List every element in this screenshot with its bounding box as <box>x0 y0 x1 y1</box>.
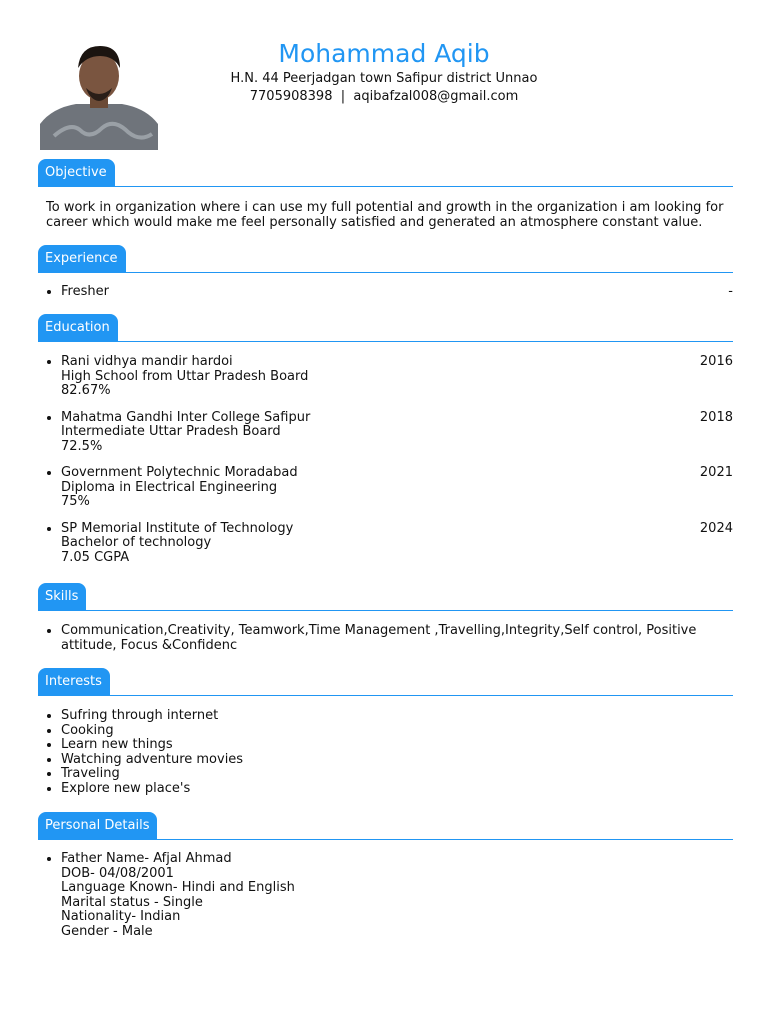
course: Diploma in Electrical Engineering <box>61 479 278 495</box>
personal-line: Nationality- Indian <box>61 909 181 924</box>
experience-label: Fresher <box>61 284 109 299</box>
education-item <box>61 522 733 566</box>
score: 7.05 CGPA <box>61 549 130 565</box>
personal-line: • Father Name- Afjal Ahmad <box>61 851 232 866</box>
personal-line: Marital status - Single <box>61 894 203 910</box>
interest-item: • Traveling <box>61 767 733 782</box>
personal-line: DOB- 04/08/2001 <box>61 865 174 881</box>
education-item <box>61 466 733 510</box>
education-section-header <box>38 313 733 342</box>
candidate-name: Mohammad Aqib <box>278 39 490 68</box>
interest-item: • Explore new place's <box>61 782 733 797</box>
experience-section-header <box>38 244 733 273</box>
institution: • Mahatma Gandhi Inter College Safipur <box>61 409 311 425</box>
experience-title: Experience <box>38 245 126 273</box>
interest-item: • Watching adventure movies <box>61 753 733 768</box>
contact-line <box>180 88 588 106</box>
education-year: 2018 <box>699 409 733 425</box>
objective-section-header <box>38 158 733 187</box>
resume-header <box>180 38 588 106</box>
score: 75% <box>61 494 90 509</box>
address: H.N. 44 Peerjadgan town Safipur district Unnao <box>230 71 538 86</box>
education-year: 2016 <box>699 354 733 369</box>
experience-right: - <box>728 284 733 299</box>
course: Bachelor of technology <box>61 535 212 550</box>
education-year: 2024 <box>699 520 733 536</box>
institution: • Government Polytechnic Moradabad <box>61 465 298 480</box>
personal-details <box>38 852 733 939</box>
interests-title: Interests <box>38 668 110 696</box>
education-title: Education <box>38 314 118 342</box>
interest-item: • Sufring through internet <box>61 709 733 724</box>
skills-section-header <box>38 582 733 611</box>
skills-list <box>38 624 733 653</box>
objective-title: Objective <box>38 159 115 187</box>
institution: • Rani vidhya mandir hardoi <box>61 354 233 369</box>
email: aqibafzal008@gmail.com <box>353 89 519 104</box>
profile-photo <box>40 40 158 150</box>
course: Intermediate Uttar Pradesh Board <box>61 424 281 439</box>
experience-item <box>61 285 733 300</box>
education-year: 2021 <box>699 465 733 480</box>
personal-line: Gender - Male <box>61 923 153 939</box>
phone: 7705908398 <box>249 89 333 104</box>
personal-section-header <box>38 811 733 840</box>
education-item <box>61 411 733 455</box>
skills-title: Skills <box>38 583 86 611</box>
education-item <box>61 355 733 399</box>
interest-item: • Learn new things <box>61 738 733 753</box>
skills-item: • Communication,Creativity, Teamwork,Time Management ,Travelling,Integrity,Self control, Positive attitude, Focus &Confidenc <box>61 624 733 653</box>
course: High School from Uttar Pradesh Board <box>61 368 309 384</box>
score: 82.67% <box>61 383 111 398</box>
education-list <box>38 355 733 577</box>
institution: • SP Memorial Institute of Technology <box>61 520 294 536</box>
personal-line: Language Known- Hindi and English <box>61 880 295 895</box>
interests-list <box>38 709 733 796</box>
objective-text: To work in organization where i can use my full potential and growth in the organization i am looking for career which would make me feel personally satisfied and generated an atmosphere constant value. <box>46 200 724 230</box>
experience-list <box>38 285 733 312</box>
personal-item <box>61 852 733 939</box>
personal-title: Personal Details <box>38 812 157 840</box>
interest-item: • Cooking <box>61 724 733 739</box>
interests-section-header <box>38 667 733 696</box>
score: 72.5% <box>61 438 103 454</box>
separator: | <box>340 89 346 104</box>
